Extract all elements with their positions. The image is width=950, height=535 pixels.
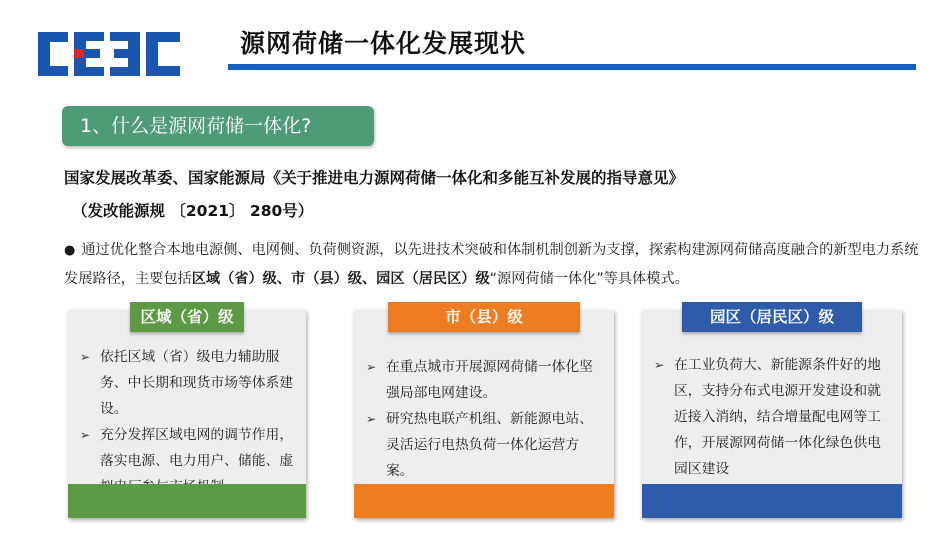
card-city-level — [354, 310, 614, 518]
card-title-city: 市（县）级 — [388, 302, 580, 332]
policy-document-title: 国家发展改革委、国家能源局《关于推进电力源网荷储一体化和多能互补发展的指导意见》 — [64, 169, 685, 187]
arrowhead-bullet-icon: ➢ — [654, 358, 665, 372]
card-title-park: 园区（居民区）级 — [682, 302, 862, 332]
card-footer-bar — [642, 484, 902, 518]
card-title-provincial: 区域（省）级 — [130, 302, 244, 332]
title-underline — [228, 64, 916, 70]
section-heading: 1、什么是源网荷储一体化? — [62, 106, 374, 146]
slide-title: 源网荷储一体化发展现状 — [240, 29, 527, 58]
list-item: ➢ 充分发挥区域电网的调节作用，落实电源、电力用户、储能、虚 — [80, 422, 294, 500]
arrowhead-bullet-icon: ➢ — [80, 428, 91, 442]
policy-document-number: （发改能源规 〔2021〕 280号） — [72, 202, 314, 220]
list-item: ➢ 研究热电联产机组、新能源电站、灵活运行电热负荷一体化运营方案。 — [366, 406, 602, 484]
arrowhead-bullet-icon: ➢ — [366, 360, 377, 374]
arrowhead-bullet-icon: ➢ — [80, 350, 91, 364]
list-item: ➢ 依托区域（省）级电力辅助服务、中长期和现货市场等体系建设。 — [80, 344, 294, 422]
intro-tail: “源网荷储一体化”等具体模式。 — [489, 271, 689, 287]
bullet-dot-icon: ● — [64, 243, 76, 258]
card-footer-bar — [68, 484, 306, 518]
intro-paragraph — [64, 236, 924, 293]
list-item: ➢ 在重点城市开展源网荷储一体化坚强局部电网建设。 — [366, 354, 602, 406]
ceec-logo — [36, 28, 182, 80]
list-item: ➢ 在工业负荷大、新能源条件好的地区，支持分布式电源开发建设和就近接入消纳，结合增量配电网等工作，开展源网荷储一体化绿色供电园区建设 — [654, 352, 890, 482]
card-provincial-level — [68, 310, 306, 518]
intro-emphasis: 区域（省）级、市（县）级、园区（居民区）级 — [191, 271, 490, 287]
intro-text: 通过优化整合本地电源侧、电网侧、负荷侧资源，以先进技术突破和体制机制创新为支撑，探索构建源网荷储高度融合的新型电力系统发展路径，主要包括 — [64, 242, 919, 287]
arrowhead-bullet-icon: ➢ — [366, 412, 377, 426]
card-park-level — [642, 310, 902, 518]
card-footer-bar — [354, 484, 614, 518]
